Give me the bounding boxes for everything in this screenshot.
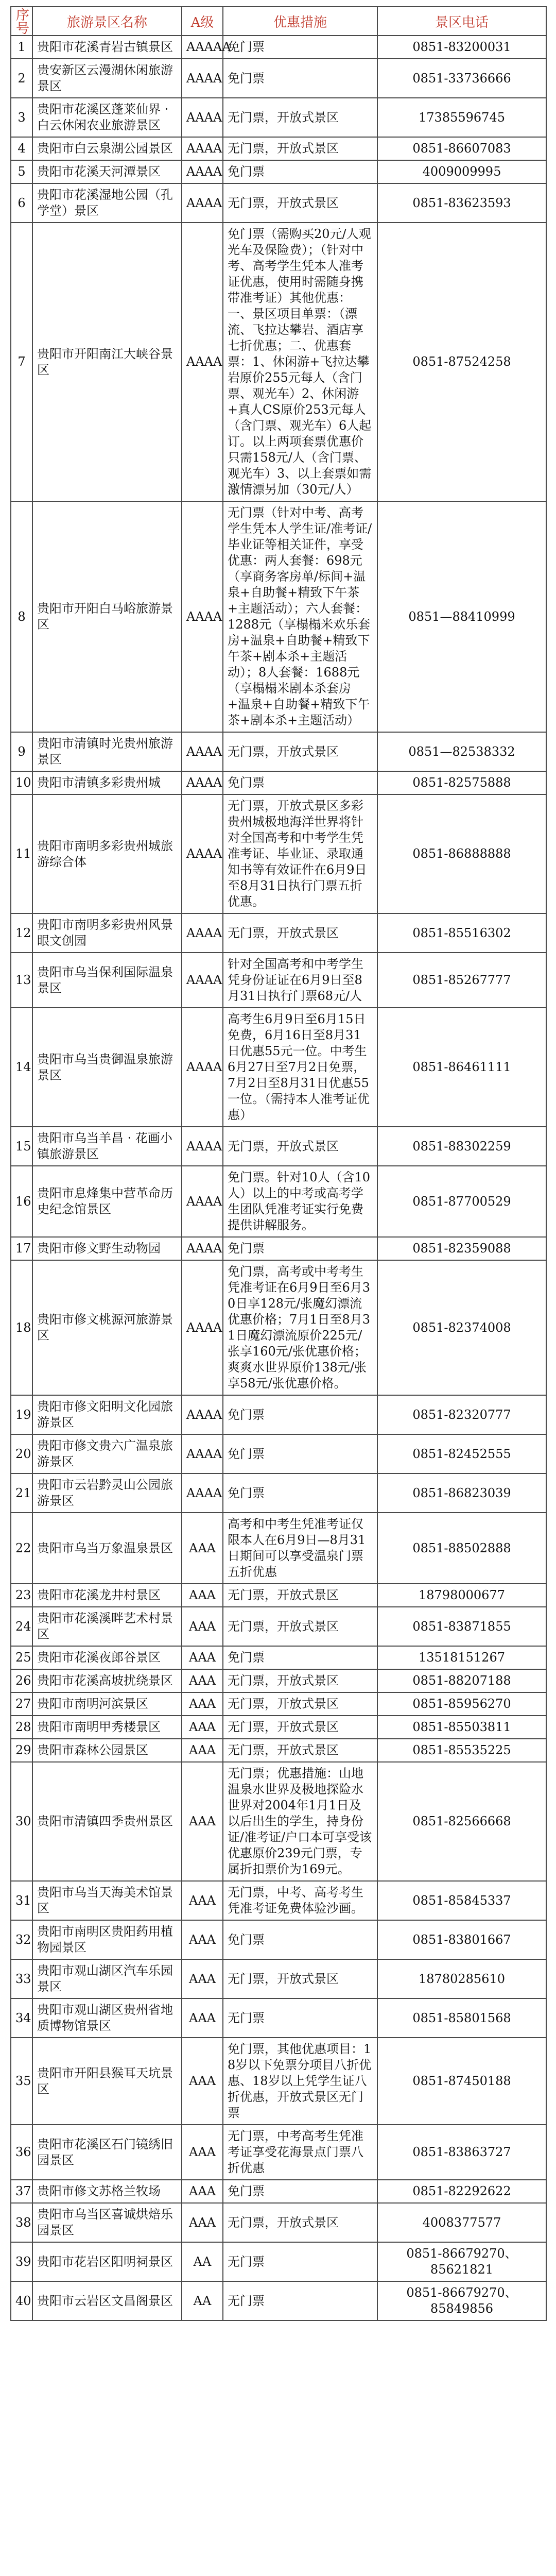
row-number: 30 xyxy=(11,1762,32,1881)
discount-policy: 免门票，其他优惠项目：18岁以下免票分项目八折优惠、18岁以上凭学生证八折优惠，开放式景区无门票 xyxy=(223,2038,377,2125)
row-number: 2 xyxy=(11,59,32,98)
scenic-name: 贵阳市乌当天海美术馆景区 xyxy=(32,1881,182,1920)
scenic-name: 贵阳市乌当万象温泉景区 xyxy=(32,1513,182,1584)
table-row xyxy=(11,2242,546,2281)
discount-policy: 无门票，开放式景区 xyxy=(223,137,377,160)
a-level: AAAA xyxy=(182,1473,223,1513)
discount-policy: 无门票，中考高考生凭准考证享受花海景点门票八折优惠 xyxy=(223,2125,377,2180)
a-level: AAAA xyxy=(182,137,223,160)
discount-policy: 免门票 xyxy=(223,2180,377,2203)
table-row xyxy=(11,794,546,913)
discount-policy: 无门票，开放式景区 xyxy=(223,913,377,953)
table-row xyxy=(11,1237,546,1260)
scenic-name: 贵阳市花溪高坡扰绕景区 xyxy=(32,1669,182,1692)
discount-policy: 针对全国高考和中考学生凭身份证证在6月9日至8月31日执行门票68元/人 xyxy=(223,953,377,1008)
discount-policy: 无门票，开放式景区 xyxy=(223,1127,377,1166)
a-level: AAA xyxy=(182,1669,223,1692)
row-number: 26 xyxy=(11,1669,32,1692)
scenic-phone: 4009009995 xyxy=(377,160,546,183)
scenic-phone: 0851-85516302 xyxy=(377,913,546,953)
scenic-name: 贵阳市修文贵六广温泉旅游景区 xyxy=(32,1434,182,1473)
row-number: 13 xyxy=(11,953,32,1008)
a-level: AAAA xyxy=(182,1237,223,1260)
discount-policy: 免门票，高考或中考考生凭准考证在6月9日至6月30日享128元/张魔幻漂流优惠价格；7月1日至8月31日魔幻漂流原价225元/张享160元/张优惠价格；爽爽水世界原价138元/张享58元/张优惠价格。 xyxy=(223,1260,377,1395)
a-level: AAAA xyxy=(182,501,223,732)
row-number: 15 xyxy=(11,1127,32,1166)
table-row xyxy=(11,1716,546,1739)
scenic-name: 贵阳市清镇时光贵州旅游景区 xyxy=(32,732,182,771)
scenic-phone: 13518151267 xyxy=(377,1646,546,1669)
discount-policy: 高考生6月9日至6月15日免费，6月16日至8月31日优惠55元一位。中考生6月27日至7月2日免票，7月2日至8月31日优惠55一位。（需持本人准考证优惠） xyxy=(223,1008,377,1127)
a-level: AAAA xyxy=(182,913,223,953)
scenic-phone: 18780285610 xyxy=(377,1959,546,1998)
scenic-name: 贵阳市云岩区文昌阁景区 xyxy=(32,2281,182,2320)
row-number: 29 xyxy=(11,1739,32,1762)
row-number: 19 xyxy=(11,1395,32,1434)
scenic-phone: 0851-88207188 xyxy=(377,1669,546,1692)
a-level: AAA xyxy=(182,1584,223,1607)
scenic-phone: 0851-82374008 xyxy=(377,1260,546,1395)
scenic-phone: 0851-33736666 xyxy=(377,59,546,98)
table-row xyxy=(11,1739,546,1762)
table-row xyxy=(11,1395,546,1434)
table-row xyxy=(11,1513,546,1584)
discount-policy: 无门票，开放式景区 xyxy=(223,1607,377,1646)
row-number: 22 xyxy=(11,1513,32,1584)
scenic-phone: 0851-82292622 xyxy=(377,2180,546,2203)
row-number: 39 xyxy=(11,2242,32,2281)
discount-policy: 免门票 xyxy=(223,1395,377,1434)
row-number: 25 xyxy=(11,1646,32,1669)
scenic-phone: 0851-83623593 xyxy=(377,183,546,223)
a-level: AAA xyxy=(182,2125,223,2180)
scenic-phone: 0851-86679270、85621821 xyxy=(377,2242,546,2281)
row-number: 20 xyxy=(11,1434,32,1473)
row-number: 27 xyxy=(11,1692,32,1716)
scenic-name: 贵阳市花溪青岩古镇景区 xyxy=(32,36,182,59)
table-row xyxy=(11,2125,546,2180)
row-number: 16 xyxy=(11,1166,32,1237)
scenic-name: 贵阳市南明区贵阳药用植物园景区 xyxy=(32,1920,182,1959)
discount-policy: 免门票 xyxy=(223,59,377,98)
scenic-name: 贵阳市森林公园景区 xyxy=(32,1739,182,1762)
row-number: 14 xyxy=(11,1008,32,1127)
row-number: 24 xyxy=(11,1607,32,1646)
scenic-phone: 0851-85956270 xyxy=(377,1692,546,1716)
a-level: AAAA xyxy=(182,771,223,794)
row-number: 28 xyxy=(11,1716,32,1739)
table-row xyxy=(11,160,546,183)
scenic-name: 贵阳市开阳南江大峡谷景区 xyxy=(32,223,182,501)
discount-policy: 无门票 xyxy=(223,2242,377,2281)
scenic-phone: 0851-87524258 xyxy=(377,223,546,501)
table-row xyxy=(11,36,546,59)
discount-policy: 无门票，开放式景区 xyxy=(223,1716,377,1739)
discount-policy: 免门票 xyxy=(223,1434,377,1473)
row-number: 32 xyxy=(11,1920,32,1959)
a-level: AAAA xyxy=(182,1127,223,1166)
a-level: AAA xyxy=(182,1762,223,1881)
discount-policy: 无门票，开放式景区 xyxy=(223,732,377,771)
table-row xyxy=(11,732,546,771)
scenic-phone: 0851-87700529 xyxy=(377,1166,546,1237)
a-level: AAAA xyxy=(182,1434,223,1473)
table-row xyxy=(11,137,546,160)
table-row xyxy=(11,223,546,501)
a-level: AAAA xyxy=(182,59,223,98)
a-level: AAAA xyxy=(182,1395,223,1434)
a-level: AAA xyxy=(182,1739,223,1762)
scenic-phone: 0851-82452555 xyxy=(377,1434,546,1473)
scenic-name: 贵阳市修文桃源河旅游景区 xyxy=(32,1260,182,1395)
table-row xyxy=(11,1881,546,1920)
a-level: AAAA xyxy=(182,953,223,1008)
table-row xyxy=(11,771,546,794)
scenic-phone: 0851-83200031 xyxy=(377,36,546,59)
discount-policy: 免门票 xyxy=(223,1237,377,1260)
table-row xyxy=(11,1260,546,1395)
discount-policy: 无门票，开放式景区 xyxy=(223,1739,377,1762)
scenic-phone: 0851-82320777 xyxy=(377,1395,546,1434)
table-row xyxy=(11,2038,546,2125)
a-level: AAAA xyxy=(182,1260,223,1395)
a-level: AAAA xyxy=(182,223,223,501)
scenic-name: 贵阳市花溪区石门镜绣旧园景区 xyxy=(32,2125,182,2180)
scenic-phone: 0851-85503811 xyxy=(377,1716,546,1739)
scenic-phone: 0851-87450188 xyxy=(377,2038,546,2125)
discount-policy: 无门票（针对中考、高考学生凭本人学生证/准考证/毕业证等相关证件，享受优惠：两人套餐：698元（享商务客房单/标间+温泉+自助餐+精致下午茶+主题活动）；六人套餐：1288元（享榻榻米欢乐套房+温泉+自助餐+精致下午茶+剧本杀+主题活动）；8人套餐：1688元（享榻榻米剧本杀套房+温泉+自助餐+精致下午茶+剧本杀+主题活动） xyxy=(223,501,377,732)
header-phone: 景区电话 xyxy=(377,7,546,36)
a-level: AA xyxy=(182,2281,223,2320)
a-level: AAA xyxy=(182,1920,223,1959)
header-policy: 优惠措施 xyxy=(223,7,377,36)
row-number: 36 xyxy=(11,2125,32,2180)
table-row xyxy=(11,1762,546,1881)
row-number: 18 xyxy=(11,1260,32,1395)
scenic-name: 贵阳市南明多彩贵州城旅游综合体 xyxy=(32,794,182,913)
header-no: 序号 xyxy=(11,7,32,36)
scenic-name: 贵阳市花溪夜郎谷景区 xyxy=(32,1646,182,1669)
scenic-name: 贵阳市花溪区蓬莱仙界 · 白云休闲农业旅游景区 xyxy=(32,98,182,137)
row-number: 4 xyxy=(11,137,32,160)
discount-policy: 高考和中考生凭准考证仅限本人在6月9日—8月31日期间可以享受温泉门票五折优惠 xyxy=(223,1513,377,1584)
scenic-phone: 0851-85801568 xyxy=(377,1998,546,2038)
table-row xyxy=(11,2203,546,2242)
discount-policy: 无门票 xyxy=(223,2281,377,2320)
table-row xyxy=(11,1998,546,2038)
scenic-phone: 0851-82566668 xyxy=(377,1762,546,1881)
row-number: 12 xyxy=(11,913,32,953)
a-level: AAA xyxy=(182,2203,223,2242)
scenic-name: 贵阳市修文阳明文化园旅游景区 xyxy=(32,1395,182,1434)
discount-policy: 免门票 xyxy=(223,1646,377,1669)
discount-policy: 无门票，开放式景区 xyxy=(223,183,377,223)
scenic-name: 贵阳市花溪溪畔艺术村景区 xyxy=(32,1607,182,1646)
table-row xyxy=(11,953,546,1008)
discount-policy: 无门票，开放式景区 xyxy=(223,1669,377,1692)
scenic-phone: 0851-82575888 xyxy=(377,771,546,794)
table-row xyxy=(11,1920,546,1959)
row-number: 34 xyxy=(11,1998,32,2038)
scenic-name: 贵阳市乌当羊昌 · 花画小镇旅游景区 xyxy=(32,1127,182,1166)
discount-policy: 无门票，中考、高考考生凭准考证免费体验沙画。 xyxy=(223,1881,377,1920)
table-row xyxy=(11,1669,546,1692)
table-row xyxy=(11,1959,546,1998)
table-row xyxy=(11,59,546,98)
a-level: AAA xyxy=(182,1513,223,1584)
a-level: AAAA xyxy=(182,183,223,223)
discount-policy: 无门票 xyxy=(223,1998,377,2038)
discount-policy: 免门票 xyxy=(223,771,377,794)
scenic-name: 贵阳市云岩黔灵山公园旅游景区 xyxy=(32,1473,182,1513)
scenic-phone: 0851-86679270、85849856 xyxy=(377,2281,546,2320)
scenic-phone: 4008377577 xyxy=(377,2203,546,2242)
table-row xyxy=(11,1127,546,1166)
scenic-name: 贵阳市清镇四季贵州景区 xyxy=(32,1762,182,1881)
table-row xyxy=(11,98,546,137)
scenic-name: 贵阳市乌当贵御温泉旅游景区 xyxy=(32,1008,182,1127)
a-level: AAAA xyxy=(182,794,223,913)
row-number: 40 xyxy=(11,2281,32,2320)
row-number: 1 xyxy=(11,36,32,59)
scenic-phone: 0851—88410999 xyxy=(377,501,546,732)
scenic-name: 贵安新区云漫湖休闲旅游景区 xyxy=(32,59,182,98)
a-level: AAAA xyxy=(182,732,223,771)
table-row xyxy=(11,1607,546,1646)
row-number: 17 xyxy=(11,1237,32,1260)
table-row xyxy=(11,1166,546,1237)
discount-policy: 无门票，开放式景区 xyxy=(223,1959,377,1998)
scenic-phone: 0851-88502888 xyxy=(377,1513,546,1584)
row-number: 21 xyxy=(11,1473,32,1513)
table-row xyxy=(11,1584,546,1607)
scenic-name: 贵阳市花溪湿地公园（孔学堂）景区 xyxy=(32,183,182,223)
table-header-row xyxy=(11,7,546,36)
discount-policy: 免门票 xyxy=(223,1920,377,1959)
discount-policy: 免门票 xyxy=(223,160,377,183)
table-row xyxy=(11,2281,546,2320)
a-level: AAA xyxy=(182,1716,223,1739)
scenic-name: 贵阳市南明甲秀楼景区 xyxy=(32,1716,182,1739)
scenic-phone: 0851-85845337 xyxy=(377,1881,546,1920)
scenic-phone: 0851-85267777 xyxy=(377,953,546,1008)
scenic-phone: 0851—82538332 xyxy=(377,732,546,771)
row-number: 23 xyxy=(11,1584,32,1607)
scenic-phone: 0851-83863727 xyxy=(377,2125,546,2180)
discount-policy: 免门票（需购买20元/人观光车及保险费）；（针对中考、高考学生凭本人准考证优惠，使用时需随身携带准考证）其他优惠：一、景区项目单票：（漂流、飞拉达攀岩、酒店享七折优惠；二、优惠套票：1、休闲游+飞拉达攀岩原价255元每人（含门票、观光车）2、休闲游+真人CS原价253元每人（含门票、观光车）6人起订。以上两项套票优惠价只需158元/人（含门票、观光车）3、以上套票如需激情漂另加（30元/人） xyxy=(223,223,377,501)
scenic-name: 贵阳市清镇多彩贵州城 xyxy=(32,771,182,794)
a-level: AAA xyxy=(182,1607,223,1646)
a-level: AAAAA xyxy=(182,36,223,59)
scenic-phone: 0851-85535225 xyxy=(377,1739,546,1762)
a-level: AA xyxy=(182,2242,223,2281)
scenic-phone: 0851-82359088 xyxy=(377,1237,546,1260)
discount-policy: 无门票，开放式景区 xyxy=(223,1692,377,1716)
scenic-phone: 0851-86888888 xyxy=(377,794,546,913)
table-row xyxy=(11,1473,546,1513)
scenic-name: 贵阳市乌当保利国际温泉景区 xyxy=(32,953,182,1008)
discount-policy: 无门票，开放式景区 xyxy=(223,1584,377,1607)
table-body xyxy=(11,36,546,2320)
discount-policy: 免门票 xyxy=(223,1473,377,1513)
row-number: 35 xyxy=(11,2038,32,2125)
discount-policy: 免门票。针对10人（含10人）以上的中考或高考学生团队凭准考证实行免费提供讲解服务。 xyxy=(223,1166,377,1237)
row-number: 33 xyxy=(11,1959,32,1998)
scenic-name: 贵阳市南明河滨景区 xyxy=(32,1692,182,1716)
a-level: AAAA xyxy=(182,1166,223,1237)
table-row xyxy=(11,183,546,223)
scenic-name: 贵阳市息烽集中营革命历史纪念馆景区 xyxy=(32,1166,182,1237)
scenic-phone: 0851-86607083 xyxy=(377,137,546,160)
scenic-name: 贵阳市开阳白马峪旅游景区 xyxy=(32,501,182,732)
scenic-name: 贵阳市修文野生动物园 xyxy=(32,1237,182,1260)
table-row xyxy=(11,501,546,732)
a-level: AAA xyxy=(182,1998,223,2038)
row-number: 9 xyxy=(11,732,32,771)
scenic-name: 贵阳市花溪龙井村景区 xyxy=(32,1584,182,1607)
table-row xyxy=(11,2180,546,2203)
a-level: AAA xyxy=(182,1646,223,1669)
a-level: AAAA xyxy=(182,160,223,183)
row-number: 38 xyxy=(11,2203,32,2242)
a-level: AAAA xyxy=(182,98,223,137)
header-name: 旅游景区名称 xyxy=(32,7,182,36)
scenic-phone: 0851-86823039 xyxy=(377,1473,546,1513)
scenic-phone: 0851-88302259 xyxy=(377,1127,546,1166)
a-level: AAAA xyxy=(182,1008,223,1127)
scenic-phone: 17385596745 xyxy=(377,98,546,137)
table-row xyxy=(11,1434,546,1473)
table-row xyxy=(11,913,546,953)
scenic-phone: 18798000677 xyxy=(377,1584,546,1607)
a-level: AAA xyxy=(182,2038,223,2125)
row-number: 11 xyxy=(11,794,32,913)
discount-policy: 免门票 xyxy=(223,36,377,59)
discount-policy: 无门票，开放式景区 xyxy=(223,98,377,137)
scenic-name: 贵阳市花溪天河潭景区 xyxy=(32,160,182,183)
scenic-name: 贵阳市开阳县猴耳天坑景区 xyxy=(32,2038,182,2125)
row-number: 31 xyxy=(11,1881,32,1920)
a-level: AAA xyxy=(182,1881,223,1920)
row-number: 8 xyxy=(11,501,32,732)
header-level: A级 xyxy=(182,7,223,36)
scenic-name: 贵阳市白云泉湖公园景区 xyxy=(32,137,182,160)
discount-policy: 无门票，开放式景区 xyxy=(223,2203,377,2242)
table-row xyxy=(11,1008,546,1127)
scenic-name: 贵阳市南明多彩贵州风景眼文创园 xyxy=(32,913,182,953)
row-number: 3 xyxy=(11,98,32,137)
row-number: 37 xyxy=(11,2180,32,2203)
scenic-phone: 0851-86461111 xyxy=(377,1008,546,1127)
scenic-discount-table xyxy=(10,6,547,2321)
scenic-name: 贵阳市观山湖区贵州省地质博物馆景区 xyxy=(32,1998,182,2038)
a-level: AAA xyxy=(182,1692,223,1716)
scenic-name: 贵阳市乌当区喜诚烘焙乐园景区 xyxy=(32,2203,182,2242)
table-row xyxy=(11,1646,546,1669)
row-number: 7 xyxy=(11,223,32,501)
row-number: 5 xyxy=(11,160,32,183)
scenic-name: 贵阳市修文苏格兰牧场 xyxy=(32,2180,182,2203)
scenic-phone: 0851-83801667 xyxy=(377,1920,546,1959)
scenic-phone: 0851-83871855 xyxy=(377,1607,546,1646)
discount-policy: 无门票，开放式景区多彩贵州城极地海洋世界将针对全国高考和中考学生凭准考证、毕业证、录取通知书等有效证件在6月9日至8月31日执行门票五折优惠。 xyxy=(223,794,377,913)
discount-policy: 无门票；优惠措施：山地温泉水世界及极地探险水世界对2004年1月1日及以后出生的学生，持身份证/准考证/户口本可享受该优惠原价239元门票，专属折扣票价为169元。 xyxy=(223,1762,377,1881)
row-number: 10 xyxy=(11,771,32,794)
a-level: AAA xyxy=(182,2180,223,2203)
table-row xyxy=(11,1692,546,1716)
row-number: 6 xyxy=(11,183,32,223)
scenic-name: 贵阳市观山湖区汽车乐园景区 xyxy=(32,1959,182,1998)
a-level: AAA xyxy=(182,1959,223,1998)
scenic-name: 贵阳市花岩区阳明祠景区 xyxy=(32,2242,182,2281)
